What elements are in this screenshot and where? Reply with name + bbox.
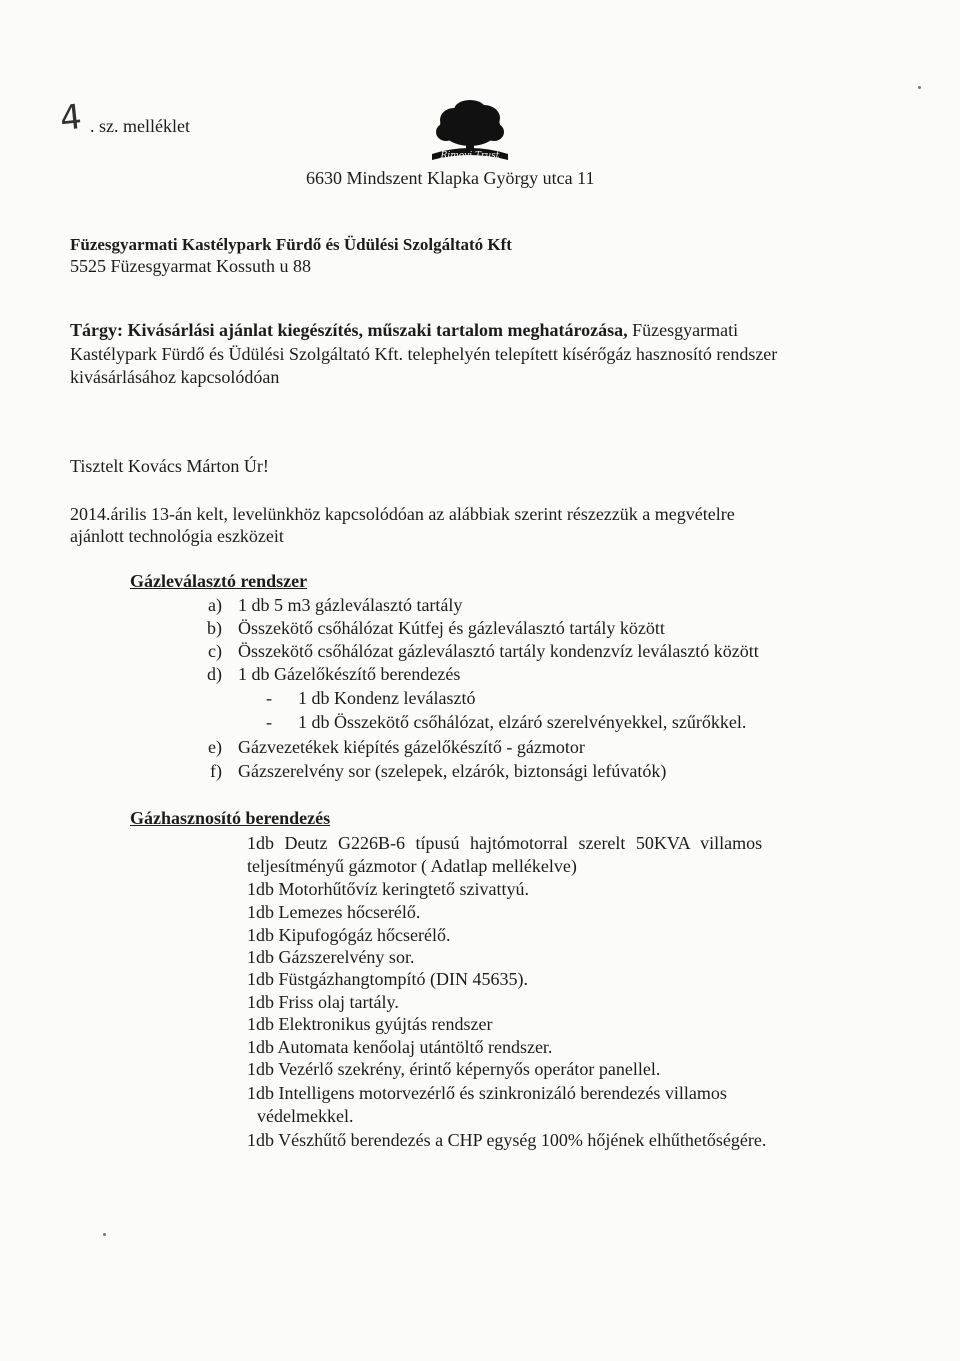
list-item bbox=[0, 737, 960, 759]
item-label: b) bbox=[207, 618, 222, 638]
intro-line-1: 2014.árilis 13-án kelt, levelünkhöz kapcsolódóan az alábbiak szerint részezzük a megvételre bbox=[70, 504, 735, 524]
list-item: 1db Intelligens motorvezérlő és szinkronizáló berendezés villamos bbox=[247, 1083, 727, 1103]
item-text: 1 db Összekötő csőhálózat, elzáró szerelvényekkel, szűrőkkel. bbox=[298, 712, 747, 732]
list-item: 1db Lemezes hőcserélő. bbox=[247, 902, 421, 922]
list-item: 1db Automata kenőolaj utántöltő rendszer. bbox=[247, 1037, 553, 1057]
company-logo bbox=[424, 98, 516, 164]
item-text: Gázszerelvény sor (szelepek, elzárók, biztonsági lefúvatók) bbox=[238, 761, 667, 781]
intro-line-2: ajánlott technológia eszközeit bbox=[70, 526, 284, 546]
annex-label: . sz. melléklet bbox=[90, 116, 190, 136]
item-label: c) bbox=[208, 641, 222, 661]
logo-text: Rimovi Trust bbox=[440, 151, 500, 161]
subject-label: Tárgy: bbox=[70, 320, 123, 340]
subject-line-2: Kastélypark Fürdő és Üdülési Szolgáltató Kft. telephelyén telepített kísérőgáz hasznosító rendszer bbox=[70, 344, 778, 364]
item-label: f) bbox=[210, 761, 222, 781]
item-text: Gázvezetékek kiépítés gázelőkészítő - gázmotor bbox=[238, 737, 585, 757]
item-text: 1 db Kondenz leválasztó bbox=[298, 688, 476, 708]
list-item: 1db Elektronikus gyújtás rendszer bbox=[247, 1014, 493, 1034]
salutation: Tisztelt Kovács Márton Úr! bbox=[70, 456, 269, 476]
subject-line-3: kivásárlásához kapcsolódóan bbox=[70, 367, 280, 387]
list-item bbox=[0, 688, 960, 710]
list-item: 1db Deutz G226B-6 típusú hajtómotorral szerelt 50KVA villamos bbox=[247, 833, 763, 853]
list-item bbox=[0, 761, 960, 783]
list-item bbox=[0, 595, 960, 617]
subject-line1-rest: Füzesgyarmati bbox=[632, 320, 739, 340]
list-item: 1db Füstgázhangtompító (DIN 45635). bbox=[247, 969, 528, 989]
section2-title: Gázhasznosító berendezés bbox=[130, 808, 331, 828]
item-text: 1 db Gázelőkészítő berendezés bbox=[238, 664, 461, 684]
list-item bbox=[0, 712, 960, 734]
list-item bbox=[0, 664, 960, 686]
list-item: 1db Friss olaj tartály. bbox=[247, 992, 399, 1012]
scan-speck bbox=[103, 1233, 106, 1236]
item-label: d) bbox=[207, 664, 222, 684]
subject-bold-text: Kivásárlási ajánlat kiegészítés, műszaki tartalom meghatározása, bbox=[127, 320, 628, 340]
list-item: 1db Motorhűtővíz keringtető szivattyú. bbox=[247, 879, 529, 899]
recipient-company: Füzesgyarmati Kastélypark Fürdő és Üdülési Szolgáltató Kft bbox=[70, 235, 512, 254]
list-item: védelmekkel. bbox=[257, 1106, 354, 1126]
list-item bbox=[0, 641, 960, 663]
list-item: 1db Kipufogógáz hőcserélő. bbox=[247, 925, 451, 945]
section1-title: Gázleválasztó rendszer bbox=[130, 571, 308, 591]
recipient-address: 5525 Füzesgyarmat Kossuth u 88 bbox=[70, 256, 311, 276]
list-item: 1db Vezérlő szekrény, érintő képernyős operátor panellel. bbox=[247, 1059, 661, 1079]
sender-address: 6630 Mindszent Klapka György utca 11 bbox=[306, 168, 595, 188]
list-item: teljesítményű gázmotor ( Adatlap mellékelve) bbox=[247, 856, 577, 876]
scan-speck bbox=[918, 86, 921, 89]
item-label: - bbox=[266, 712, 272, 732]
item-text: Összekötő csőhálózat Kútfej és gázleválasztó tartály között bbox=[238, 618, 665, 638]
handwritten-annex-number: 4 bbox=[57, 96, 84, 140]
item-label: e) bbox=[208, 737, 222, 757]
list-item bbox=[0, 618, 960, 640]
list-item: 1db Vészhűtő berendezés a CHP egység 100% hőjének elhűthetőségére. bbox=[247, 1130, 767, 1150]
subject-line-1 bbox=[70, 320, 862, 341]
item-label: a) bbox=[208, 595, 222, 615]
list-item: 1db Gázszerelvény sor. bbox=[247, 947, 415, 967]
item-label: - bbox=[266, 688, 272, 708]
item-text: 1 db 5 m3 gázleválasztó tartály bbox=[238, 595, 463, 615]
item-text: Összekötő csőhálózat gázleválasztó tartály kondenzvíz leválasztó között bbox=[238, 641, 759, 661]
